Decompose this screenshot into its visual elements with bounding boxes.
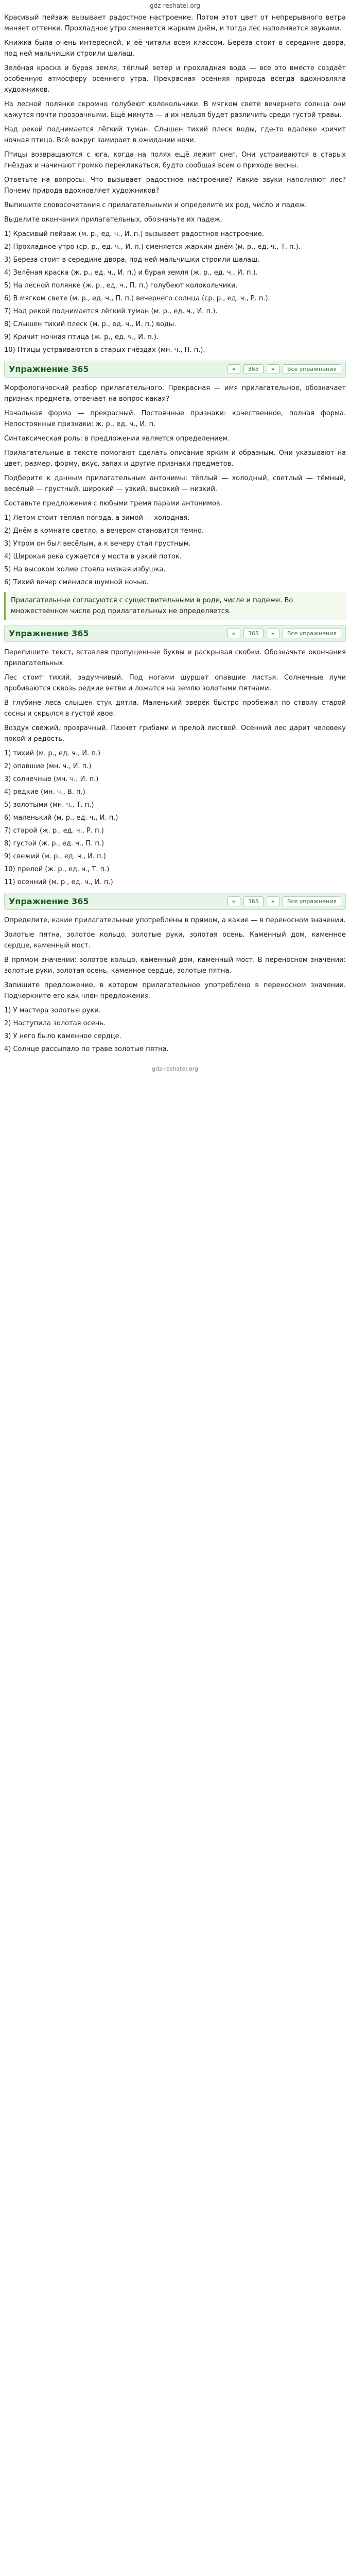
list-item: 11) осенний (м. р., ед. ч., И. п.) bbox=[4, 878, 113, 886]
list-item: 3) У него было каменное сердце. bbox=[4, 1032, 121, 1040]
prev-exercise-button[interactable]: « bbox=[227, 364, 240, 374]
paragraph: В прямом значении: золотое кольцо, каменный дом, каменный мост. В переносном значении: золотые руки, золотая осень, каменное сердце, золотые пятна. bbox=[4, 956, 346, 975]
paragraph: Красивый пейзаж вызывает радостное настроение. Потом этот цвет от непрерывного ветра меняет оттенки. Прохладное утро сменяется жарким днём, и тогда лес наполняется звуками. bbox=[4, 14, 346, 32]
paragraph: В глубине леса слышен стук дятла. Маленький зверёк быстро пробежал по стволу старой сосны и скрылся в густой хвое. bbox=[4, 699, 346, 718]
paragraph: Выпишите словосочетания с прилагательными и определите их род, число и падеж. bbox=[4, 201, 307, 209]
list-item: 1) тихий (м. р., ед. ч., И. п.) bbox=[4, 750, 101, 757]
site-domain[interactable]: gdz-reshatel.org bbox=[149, 2, 201, 9]
paragraph: Определите, какие прилагательные употреблены в прямом, а какие — в переносном значении. bbox=[4, 917, 346, 924]
section-2 bbox=[4, 383, 346, 509]
answer-list-4 bbox=[4, 1005, 346, 1055]
answer-list-2 bbox=[4, 513, 346, 588]
next-exercise-button[interactable]: » bbox=[267, 364, 279, 374]
list-item: 3) Береза стоит в середине двора, под ней мальчишки строили шалаш. bbox=[4, 256, 260, 264]
list-item: 6) Тихий вечер сменился шумной ночью. bbox=[4, 579, 149, 586]
paragraph: Ответьте на вопросы. Что вызывает радостное настроение? Какие звуки наполняют лес? Почему природа вдохновляет художников? bbox=[4, 176, 346, 195]
list-item: 4) Солнце рассыпало по траве золотые пятна. bbox=[4, 1045, 169, 1053]
exercise-number[interactable]: 365 bbox=[243, 629, 264, 638]
all-exercises-link[interactable]: Все упражнения bbox=[283, 364, 341, 374]
list-item: 8) Слышен тихий плеск (м. р., ед. ч., И. п.) воды. bbox=[4, 320, 177, 328]
prev-exercise-button[interactable]: « bbox=[227, 629, 240, 638]
section-1 bbox=[4, 12, 346, 225]
list-item: 9) свежий (м. р., ед. ч., И. п.) bbox=[4, 853, 106, 860]
paragraph: Лес стоит тихий, задумчивый. Под ногами шуршат опавшие листья. Солнечные лучи пробиваются сквозь редкие ветви и ложатся на землю золотыми пятнами. bbox=[4, 674, 346, 692]
paragraph: Выделите окончания прилагательных, обозначьте их падеж. bbox=[4, 216, 222, 224]
paragraph: На лесной полянке скромно голубеют колокольчики. В мягком свете вечернего солнца они кажутся почти прозрачными. Ещё минута — и их нельзя будет различить среди густой травы. bbox=[4, 100, 346, 119]
paragraph: Синтаксическая роль: в предложении является определением. bbox=[4, 435, 230, 443]
list-item: 3) солнечные (мн. ч., И. п.) bbox=[4, 775, 99, 783]
list-item: 1) У мастера золотые руки. bbox=[4, 1007, 101, 1014]
list-item: 5) На высоком холме стояла низкая избушка. bbox=[4, 566, 166, 573]
answer-list-1 bbox=[4, 229, 346, 355]
paragraph: Подберите к данным прилагательным антонимы: тёплый — холодный, светлый — тёмный, весёлый — грустный, широкий — узкий, высокий — низкий. bbox=[4, 474, 346, 493]
page bbox=[0, 0, 350, 1076]
exercise-header bbox=[4, 893, 346, 910]
paragraph: Птицы возвращаются с юга, когда на полях ещё лежит снег. Они устраиваются в старых гнёздах и начинают громко перекликаться, будто сообщая всем о приходе весны. bbox=[4, 151, 346, 170]
answer-list-3 bbox=[4, 748, 346, 888]
list-item: 2) Днём в комнате светло, а вечером становится темно. bbox=[4, 527, 204, 535]
list-item: 10) прелой (ж. р., ед. ч., Т. п.) bbox=[4, 866, 110, 873]
exercise-title: Упражнение 365 bbox=[9, 629, 89, 638]
list-item: 8) густой (ж. р., ед. ч., П. п.) bbox=[4, 840, 104, 848]
list-item: 10) Птицы устраиваются в старых гнёздах (мн. ч., П. п.). bbox=[4, 346, 205, 354]
all-exercises-link[interactable]: Все упражнения bbox=[283, 629, 341, 638]
list-item: 7) старой (ж. р., ед. ч., Р. п.) bbox=[4, 827, 104, 835]
list-item: 2) Прохладное утро (ср. р., ед. ч., И. п.) сменяется жарким днём (м. р., ед. ч., Т. п.). bbox=[4, 243, 301, 251]
next-exercise-button[interactable]: » bbox=[267, 896, 279, 906]
prev-exercise-button[interactable]: « bbox=[227, 896, 240, 906]
paragraph: Зелёная краска и бурая земля, тёплый ветер и прохладная вода — все это вместе создаёт особенную атмосферу осеннего утра. Прекрасная осенняя природа всегда вдохновляла художников. bbox=[4, 64, 346, 94]
list-item: 1) Летом стоит тёплая погода, а зимой — холодная. bbox=[4, 514, 190, 522]
paragraph: Прилагательные в тексте помогают сделать описание ярким и образным. Они указывают на цвет, размер, форму, вкус, запах и другие признаки предметов. bbox=[4, 449, 346, 468]
exercise-number[interactable]: 365 bbox=[243, 364, 264, 374]
list-item: 5) На лесной полянке (ж. р., ед. ч., П. п.) голубеют колокольчики. bbox=[4, 282, 238, 290]
list-item: 3) Утром он был весёлым, а к вечеру стал грустным. bbox=[4, 540, 191, 548]
exercise-title: Упражнение 365 bbox=[9, 364, 89, 374]
list-item: 4) Зелёная краска (ж. р., ед. ч., И. п.) и бурая земля (ж. р., ед. ч., И. п.). bbox=[4, 269, 258, 277]
all-exercises-link[interactable]: Все упражнения bbox=[283, 896, 341, 906]
list-item: 4) редкие (мн. ч., В. п.) bbox=[4, 788, 85, 796]
paragraph: Запишите предложение, в котором прилагательное употреблено в переносном значении. Подчеркните его как член предложения. bbox=[4, 981, 346, 1000]
next-exercise-button[interactable]: » bbox=[267, 629, 279, 638]
list-item: 4) Широкая река сужается у моста в узкий поток. bbox=[4, 553, 182, 561]
list-item: 5) золотыми (мн. ч., Т. п.) bbox=[4, 801, 94, 809]
footer[interactable]: gdz-reshatel.org bbox=[4, 1061, 346, 1076]
exercise-nav bbox=[227, 629, 341, 638]
list-item: 2) опавшие (мн. ч., И. п.) bbox=[4, 762, 92, 770]
rule-note: Прилагательные согласуются с существительными в роде, числе и падеже. Во множественном числе род прилагательных не определяется. bbox=[4, 592, 346, 620]
paragraph: Составьте предложения с любыми тремя парами антонимов. bbox=[4, 500, 222, 507]
section-3 bbox=[4, 647, 346, 744]
paragraph: Книжка была очень интересной, и её читали всем классом. Береза стоит в середине двора, под ней мальчишки строили шалаш. bbox=[4, 39, 346, 58]
list-item: 6) В мягком свете (м. р., ед. ч., П. п.) вечернего солнца (ср. р., ед. ч., Р. п.). bbox=[4, 295, 270, 302]
paragraph: Перепишите текст, вставляя пропущенные буквы и раскрывая скобки. Обозначьте окончания прилагательных. bbox=[4, 649, 346, 667]
exercise-header bbox=[4, 361, 346, 378]
list-item: 6) маленький (м. р., ед. ч., И. п.) bbox=[4, 814, 118, 822]
exercise-nav bbox=[227, 896, 341, 906]
paragraph: Над рекой поднимается лёгкий туман. Слышен тихий плеск воды, где-то вдалеке кричит ночная птица. Всё вокруг замирает в ожидании ночи. bbox=[4, 126, 346, 144]
exercise-header bbox=[4, 625, 346, 642]
exercise-title: Упражнение 365 bbox=[9, 896, 89, 906]
list-item: 2) Наступила золотая осень. bbox=[4, 1020, 106, 1027]
paragraph: Золотые пятна, золотое кольцо, золотые руки, золотая осень. Каменный дом, каменное сердце, каменный мост. bbox=[4, 931, 346, 950]
list-item: 9) Кричит ночная птица (ж. р., ед. ч., И. п.). bbox=[4, 333, 159, 341]
exercise-nav bbox=[227, 364, 341, 374]
section-4 bbox=[4, 915, 346, 1002]
paragraph: Воздух свежий, прозрачный. Пахнет грибами и прелой листвой. Осенний лес дарит человеку покой и радость. bbox=[4, 724, 346, 743]
paragraph: Морфологический разбор прилагательного. Прекрасная — имя прилагательное, обозначает признак предмета, отвечает на вопрос какая? bbox=[4, 384, 346, 403]
paragraph: Начальная форма — прекрасный. Постоянные признаки: качественное, полная форма. Непостоянные признаки: ж. р., ед. ч., И. п. bbox=[4, 410, 346, 428]
list-item: 1) Красивый пейзаж (м. р., ед. ч., И. п.) вызывает радостное настроение. bbox=[4, 230, 265, 238]
exercise-number[interactable]: 365 bbox=[243, 896, 264, 906]
list-item: 7) Над рекой поднимается лёгкий туман (м. р., ед. ч., И. п.). bbox=[4, 308, 218, 315]
